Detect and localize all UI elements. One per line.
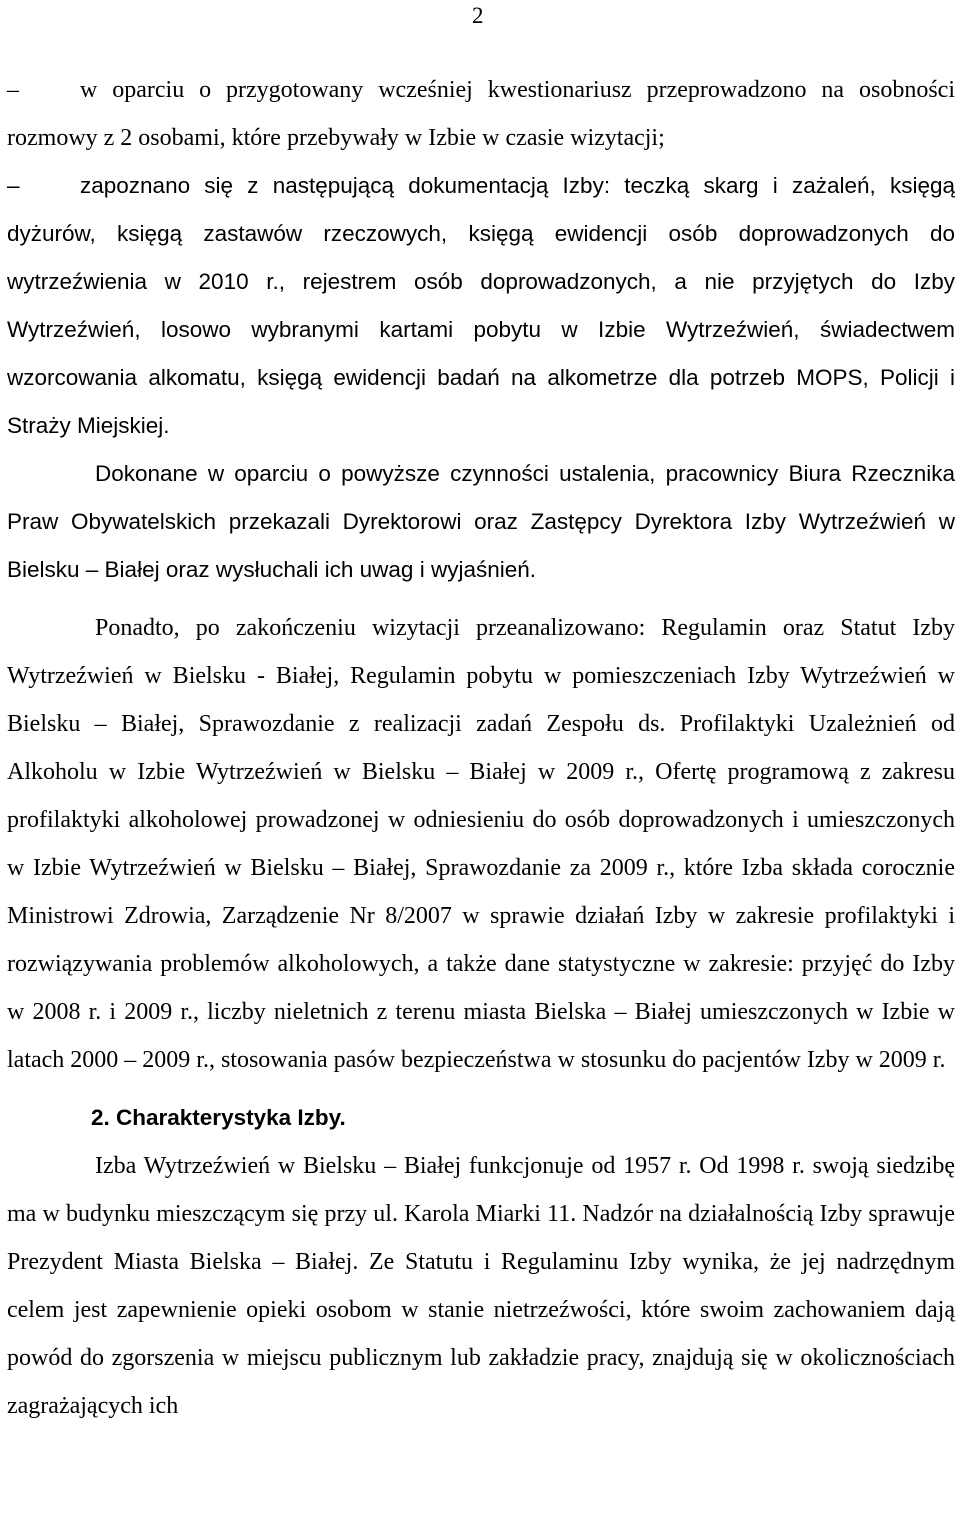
bullet-text: w oparciu o przygotowany wcześniej kwestionariusz przeprowadzono na osobności rozmowy z 2 osobami, które przebywały w Izbie w czasie wizytacji; <box>7 77 955 151</box>
paragraph-gap <box>7 1084 955 1094</box>
bullet-item <box>7 162 955 450</box>
bullet-item <box>7 66 955 162</box>
bullet-dash: – <box>7 77 19 103</box>
bullet-dash: – <box>7 173 20 198</box>
paragraph-analysis: Ponadto, po zakończeniu wizytacji przeanalizowano: Regulamin oraz Statut Izby Wytrzeźwień w Bielsku - Białej, Regulamin pobytu w pomieszczeniach Izby Wytrzeźwień w Bielsku – Białej, Sprawozdanie z realizacji zadań Zespołu ds. Profilaktyki Uzależnień od Alkoholu w Izbie Wytrzeźwień w Bielsku – Białej w 2009 r., Ofertę programową z zakresu profilaktyki alkoholowej prowadzonej w odniesieniu do osób doprowadzonych i umieszczonych w Izbie Wytrzeźwień w Bielsku – Białej, Sprawozdanie za 2009 r., które Izba składa corocznie Ministrowi Zdrowia, Zarządzenie Nr 8/2007 w sprawie działań Izby w zakresie profilaktyki i rozwiązywania problemów alkoholowych, a także dane statystyczne w zakresie: przyjęć do Izby w 2008 r. i 2009 r., liczby nieletnich z terenu miasta Bielska – Białej umieszczonych w Izbie w latach 2000 – 2009 r., stosowania pasów bezpieczeństwa w stosunku do pacjentów Izby w 2009 r. <box>7 615 955 1073</box>
document-body <box>7 66 955 1430</box>
section-heading: 2. Charakterystyka Izby. <box>91 1105 346 1130</box>
paragraph-characteristics: Izba Wytrzeźwień w Bielsku – Białej funkcjonuje od 1957 r. Od 1998 r. swoją siedzibę ma w budynku mieszczącym się przy ul. Karola Miarki 11. Nadzór na działalnością Izby sprawuje Prezydent Miasta Bielska – Białej. Ze Statutu i Regulaminu Izby wynika, że jej nadrzędnym celem jest zapewnienie opieki osobom w stanie nietrzeźwości, które swoim zachowaniem dają powód do zgorszenia w miejscu publicznym lub zakładzie pracy, znajdują się w okolicznościach zagrażających ich <box>7 1153 955 1419</box>
paragraph-findings: Dokonane w oparciu o powyższe czynności ustalenia, pracownicy Biura Rzecznika Praw Obywatelskich przekazali Dyrektorowi oraz Zastępcy Dyrektora Izby Wytrzeźwień w Bielsku – Białej oraz wysłuchali ich uwag i wyjaśnień. <box>7 461 955 582</box>
bullet-text: zapoznano się z następującą dokumentacją Izby: teczką skarg i zażaleń, księgą dyżurów, księgą zastawów rzeczowych, księgą ewidencji osób doprowadzonych do wytrzeźwienia w 2010 r., rejestrem osób doprowadzonych, a nie przyjętych do Izby Wytrzeźwień, losowo wybranymi kartami pobytu w Izbie Wytrzeźwień, świadectwem wzorcowania alkomatu, księgą ewidencji badań na alkometrze dla potrzeb MOPS, Policji i Straży Miejskiej. <box>7 173 955 438</box>
page-number: 2 <box>472 3 484 28</box>
paragraph-gap <box>7 594 955 604</box>
